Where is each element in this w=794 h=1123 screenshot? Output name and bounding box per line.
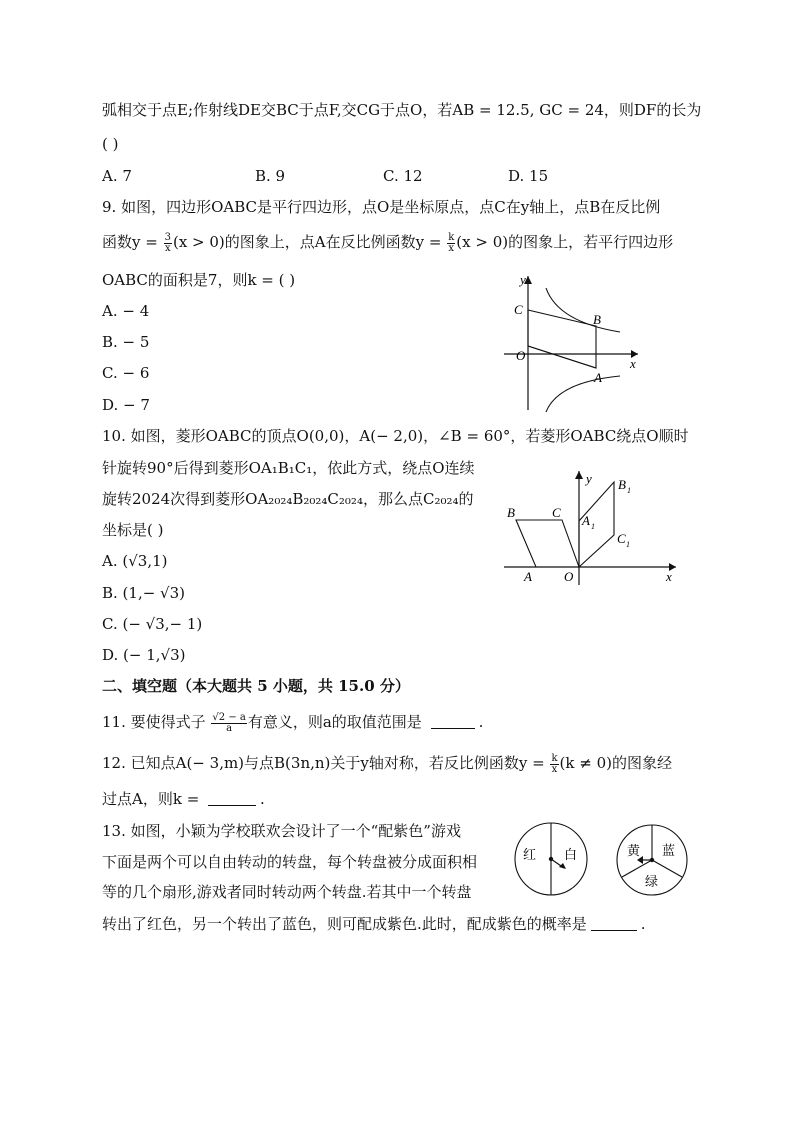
q9-label-o: O [516,348,526,363]
q10-y-arrow [575,471,583,479]
q10-line2: 针旋转90°后得到菱形OA₁B₁C₁，依此方式，绕点O连续 [102,459,475,477]
q10-option-d: D. (− 1,√3) [102,646,186,664]
q13-line1: 13. 如图，小颖为学校联欢会设计了一个“配紫色”游戏 [102,822,461,840]
q11-pre: 11. 要使得式子 [102,713,206,731]
q9-figure [500,270,650,415]
q9-fraction-2: $\frac{k}{x}$ [448,231,455,254]
q10-rhombus [516,520,579,567]
q9-line1: 9. 如图，四边形OABC是平行四边形，点O是坐标原点，点C在y轴上，点B在反比例 [102,198,661,216]
q8-option-d: D. 15 [508,167,549,185]
q9-label-c: C [514,302,523,317]
q9-label-y: y [520,272,526,287]
q9-line2-b: (x > 0)的图象上，点A在反比例函数y = [172,233,442,251]
q11-post: 有意义，则a的取值范围是 [247,713,422,731]
q12-line1-a: 12. 已知点A(− 3,m)与点B(3n,n)关于y轴对称，若反比例函数y = [102,754,545,772]
q10-figure [500,465,682,587]
q11-end: . [478,713,484,731]
q13-line2: 下面是两个可以自由转动的转盘，每个转盘被分成面积相 [102,853,478,871]
q9-parallelogram [528,310,596,368]
q12-line2 [102,789,265,809]
q10-line4: 坐标是( ) [102,521,164,539]
q10-label-a1-sub: 1 [591,522,595,531]
q13-line3: 等的几个扇形,游戏者同时转动两个转盘.若其中一个转盘 [102,883,472,901]
q9-label-x: x [630,356,636,371]
q8-line1: 弧相交于点E;作射线DE交BC于点F,交CG于点O，若AB = 12.5, GC = 24，则DF的长为 [102,101,702,119]
q9-label-b: B [593,312,601,327]
q10-option-b: B. (1,− √3) [102,584,186,602]
q13-line4-text: 转出了红色，另一个转出了蓝色，则可配成紫色.此时，配成紫色的概率是 [102,915,587,933]
q12-line1-b: (k ≠ 0)的图象经 [559,754,672,772]
q13-line4 [102,914,646,934]
q8-paren: ( ) [102,135,119,153]
q11-answer-blank[interactable] [431,714,475,729]
q10-label-a: A [524,569,532,584]
q10-label-c: C [552,505,561,520]
q12-end: . [260,790,265,808]
q10-line1: 10. 如图，菱形OABC的顶点O(0,0)，A(− 2,0)，∠B = 60°，若菱形OABC绕点O顺时 [102,427,689,445]
wheel-red-white [512,820,590,898]
q12-line1 [102,753,672,775]
q10-option-c: C. (− √3,− 1) [102,615,203,633]
q10-label-c1-sub: 1 [626,540,630,549]
q8-option-b: B. 9 [255,167,286,185]
q10-label-o: O [564,569,574,584]
q13-answer-blank[interactable] [591,916,637,931]
q9-option-d: D. − 7 [102,396,150,414]
q9-fraction-1: $\frac{3}{x}$ [164,231,171,254]
wheel1-sector-white: 白 [564,848,578,863]
q10-label-b1: B [618,477,626,492]
wheel2-sector-blue: 蓝 [662,844,676,859]
q11-line [102,712,483,734]
wheel1-sector-red: 红 [523,848,537,863]
q8-option-a: A. 7 [102,167,132,185]
q9-line2-c: (x > 0)的图象上，若平行四边形 [456,233,674,251]
q9-option-c: C. − 6 [102,364,150,382]
wheel2-sector-green: 绿 [645,875,659,890]
q9-curve-lower [546,376,620,412]
q9-option-a: A. − 4 [102,302,150,320]
q10-label-b: B [507,505,515,520]
q9-option-b: B. − 5 [102,333,150,351]
q10-label-a1: A [582,513,590,528]
wheel-yellow-blue-green [614,822,690,898]
q12-line2-text: 过点A，则k = [102,790,200,808]
q12-answer-blank[interactable] [208,791,256,806]
q9-line3: OABC的面积是7，则k = ( ) [102,271,296,289]
q8-option-c: C. 12 [383,167,423,185]
q10-label-c1: C [617,531,626,546]
q10-line3: 旋转2024次得到菱形OA₂₀₂₄B₂₀₂₄C₂₀₂₄，那么点C₂₀₂₄的 [102,490,474,508]
section2-heading: 二、填空题（本大题共 5 小题，共 15.0 分） [102,677,410,695]
q11-fraction: $\frac{√2 - a}{a}$ [212,711,246,734]
q12-fraction: $\frac{k}{x}$ [551,752,558,775]
q10-label-b1-sub: 1 [627,486,631,495]
q13-end: . [640,915,646,933]
wheel2-sector-yellow: 黄 [627,844,641,859]
q10-option-a: A. (√3,1) [102,552,168,570]
q9-line2 [102,232,673,254]
q10-label-y: y [586,471,592,486]
q9-curve-upper [546,288,620,332]
q10-label-x: x [666,569,672,584]
q9-line2-a: 函数y = [102,233,158,251]
q9-label-a: A [594,370,602,385]
